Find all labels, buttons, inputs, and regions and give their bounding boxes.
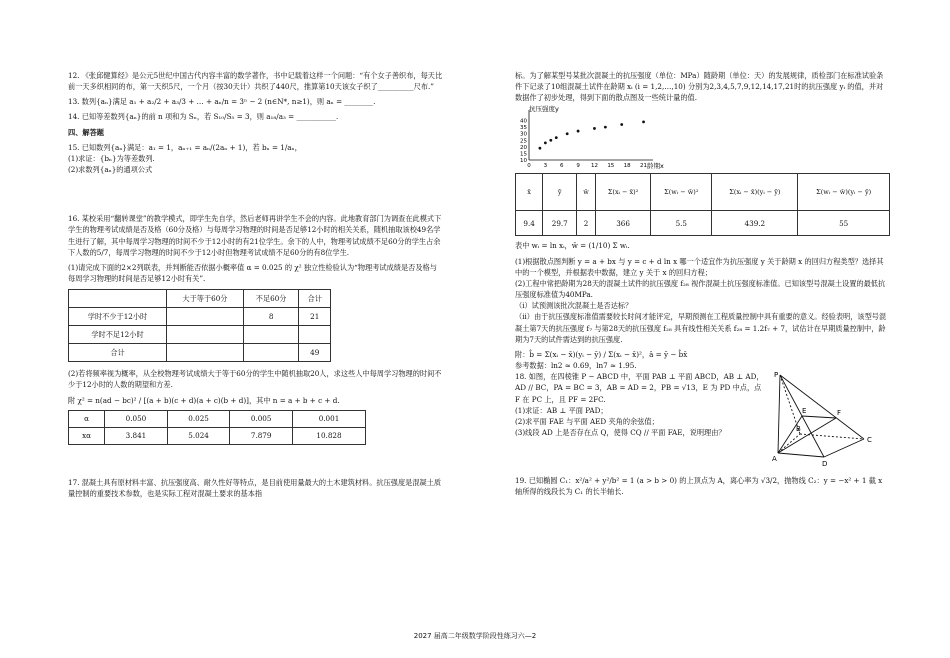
- chart-tick-labels: [520, 119, 647, 169]
- table-header: ȳ: [543, 174, 577, 211]
- table-cell: [167, 326, 244, 344]
- reference-data: 参考数据：ln2 ≈ 0.69，ln7 ≈ 1.95.: [515, 361, 637, 371]
- label-e: E: [802, 407, 807, 416]
- table-row: [69, 427, 366, 444]
- question-13: 13. 数列{aₙ}满足 a₁ + a₂/2 + a₃/3 + … + aₙ/n = 3ⁿ − 2 (n∈N*, n≥1)，则 aₙ = ________.: [68, 97, 376, 107]
- statistics-table: [515, 173, 890, 236]
- question-17-part-2-ii: （ii）由于抗压强度标准值需要较长时间才能评定，早期预测在工程质量控制中具有重要的意义。经验表明，该型号混凝土第7天的抗压强度 f₇ 与第28天的抗压强度 f₂₈ 具有线性相关关系 f₂₈ = 1.2f₇ + 7，试估计在早期质量控制中，龄期为7天的试件需达到的抗压强度.: [515, 312, 887, 344]
- table-header: [69, 290, 167, 308]
- table-cell: 7.879: [230, 427, 293, 444]
- table-header: 合计: [299, 290, 331, 308]
- right-column: [515, 70, 890, 498]
- question-18-part-2: (2)求平面 FAE 与平面 AED 夹角的余弦值；: [515, 416, 659, 426]
- data-point: [593, 128, 596, 131]
- chart-axes: [529, 110, 653, 160]
- question-17-continued: 标。为了解某型号某批次混凝土的抗压强度（单位：MPa）随龄期（单位：天）的发展规律，质检部门在标准试验条件下记录了10组混凝土试件在龄期 xᵢ (i = 1,2,…,10) 分别为2,3,4,5,7,9,12,14,17,21时的抗压强度 yᵢ 的值，并对数据作了初步处理，得到下面的散点图及一些统计量的值.: [515, 71, 884, 103]
- table-header: w̄: [577, 174, 596, 211]
- table-cell: 366: [595, 211, 650, 236]
- table-cell: 2: [577, 211, 596, 236]
- data-point: [566, 133, 569, 136]
- y-tick-label: 20: [520, 145, 527, 152]
- data-point: [555, 137, 558, 140]
- table-header: 不足60分: [243, 290, 299, 308]
- table-row: [69, 326, 331, 344]
- data-point: [549, 139, 552, 142]
- table-cell: 8: [243, 308, 299, 326]
- table-cell: [167, 308, 244, 326]
- x-tick-label: 0: [527, 163, 531, 170]
- edge-dc: [824, 439, 864, 457]
- data-point: [604, 126, 607, 129]
- table-cell: [243, 344, 299, 362]
- edge-ad: [778, 453, 824, 457]
- table-cell: 0.001: [292, 410, 365, 427]
- section-heading: 四、解答题: [68, 127, 104, 137]
- question-15-part-1: (1)求证：{bₙ}为等差数列.: [68, 153, 155, 163]
- x-tick-label: 12: [590, 163, 598, 170]
- chart-points: [539, 121, 645, 150]
- question-17-part-2-i: （i）试预测该批次混凝土是否达标？: [515, 301, 633, 311]
- table-cell: 5.024: [167, 427, 230, 444]
- table-cell: 3.841: [105, 427, 168, 444]
- question-17-start: 17. 混凝土具有原材料丰富、抗压强度高、耐久性好等特点，是目前使用量最大的土木建筑材料。抗压强度是混凝土质量控制的重要技术参数，也是实际工程对混凝土要求的基本指: [68, 477, 442, 498]
- table-cell: 9.4: [516, 211, 543, 236]
- question-17-note: 表中 wᵢ = ln xᵢ，w̄ = (1/10) Σ wᵢ.: [515, 241, 630, 251]
- chart-x-axis-label: 龄期x: [647, 162, 664, 171]
- label-c: C: [867, 436, 872, 445]
- data-point: [544, 142, 547, 145]
- critical-value-table: [68, 410, 366, 445]
- question-18-part-1: (1)求证：AB ⊥ 平面 PAD；: [515, 405, 608, 415]
- table-header: x̄: [516, 174, 543, 211]
- label-p: P: [774, 371, 779, 380]
- data-point: [577, 130, 580, 133]
- table-header: 大于等于60分: [167, 290, 244, 308]
- scatter-plot: [515, 104, 725, 170]
- question-17-part-2: (2)工程中常把龄期为28天的混凝土试件的抗压强度 f₂₈ 视作混凝土抗压强度标准值。已知该型号混凝土设置的最低抗压强度标准值为40MPa.: [515, 278, 886, 300]
- edge-bc: [800, 434, 864, 439]
- question-18-stem: 18. 如图，在四棱锥 P − ABCD 中，平面 PAB ⊥ 平面 ABCD，AB ⊥ AD，AD // BC，PA = BC = 3，AB = AD = 2，PB = √13，E 为 PD 中点，点 F 在 PC 上，且 PF = 2FC.: [515, 372, 764, 404]
- x-tick-label: 15: [607, 163, 615, 170]
- contingency-table: [68, 289, 331, 362]
- data-point: [620, 124, 623, 127]
- pyramid-figure: [772, 371, 890, 467]
- table-cell: 学时不少于12小时: [69, 308, 167, 326]
- table-cell: 5.5: [651, 211, 712, 236]
- table-cell: [243, 326, 299, 344]
- question-16-stem: 16. 某校采用“翻转课堂”的教学模式，即学生先自学，然后老师再讲学生不会的内容。此地教育部门为调查在此模式下学生的物理考试成绩是否及格（60分及格）与每周学习物理的时间是否足够12小时的相关关系，随机抽取该校49名学生进行了解，其中每周学习物理的时间不少于12小时的有21位学生。余下的人中，物理考试成绩不足60分的学生占余下人数的5/7，每周学习物理的时间不少于12小时但物理考试成绩不足60分的有8位学生.: [68, 214, 442, 257]
- table-header: Σ(xᵢ − x̄)(yᵢ − ȳ): [712, 174, 798, 211]
- y-tick-label: 25: [520, 138, 527, 145]
- table-header: Σ(wᵢ − w̄)(yᵢ − ȳ): [798, 174, 890, 211]
- y-tick-label: 15: [520, 151, 527, 158]
- table-cell: [299, 326, 331, 344]
- question-16-part-1: (1)请完成下面的2×2列联表，并判断能否依据小概率值 α = 0.025 的 χ² 独立性检验认为“物理考试成绩是否及格与每周学习物理的时间是否足够12小时有关”.: [68, 262, 437, 284]
- question-18-part-3: (3)线段 AD 上是否存在点 Q，使得 CQ // 平面 FAE，说明理由？: [515, 427, 726, 437]
- table-cell: 合计: [69, 344, 167, 362]
- table-cell: 55: [798, 211, 890, 236]
- question-17-part-1: (1)根据散点图判断 y = a + bx 与 y = c + d ln x 哪一个适宜作为抗压强度 y 关于龄期 x 的回归方程类型？选择其中的一个模型，并根据表中数据，建立 y 关于 x 的回归方程；: [515, 256, 884, 277]
- x-tick-label: 18: [623, 163, 631, 170]
- y-tick-label: 35: [520, 125, 527, 132]
- page-footer: 2027 届高二年级数学阶段性练习六—2: [413, 632, 537, 640]
- table-cell: 29.7: [543, 211, 577, 236]
- question-16-part-2: (2)若将频率视为概率，从全校物理考试成绩大于等于60分的学生中随机抽取20人，求这些人中每周学习物理的时间不少于12小时的人数的期望和方差.: [68, 369, 442, 390]
- question-15-part-2: (2)求数列{aₙ}的通项公式: [68, 165, 153, 175]
- table-header: Σ(wᵢ − w̄)²: [651, 174, 712, 211]
- table-cell: 439.2: [712, 211, 798, 236]
- edge-pa: [778, 375, 780, 453]
- y-tick-label: 10: [520, 158, 527, 165]
- x-tick-label: 9: [576, 163, 580, 170]
- question-14: 14. 已知等差数列{aₙ}的前 n 项和为 Sₙ，若 S₁₀/S₅ = 3，则 a₁₈/a₃ = ___________.: [68, 112, 339, 122]
- label-d: D: [822, 460, 828, 468]
- data-point: [642, 121, 645, 124]
- table-cell: 21: [299, 308, 331, 326]
- segment-ae: [778, 416, 802, 453]
- chart-y-axis-label: 抗压强度y: [529, 105, 559, 114]
- y-tick-label: 40: [520, 119, 527, 126]
- table-row: [69, 410, 366, 427]
- label-b: B: [796, 425, 801, 434]
- question-15-stem: 15. 已知数列{aₙ}满足：a₁ = 1，aₙ₊₁ = aₙ/(2aₙ + 1)，若 bₙ = 1/aₙ，: [68, 142, 302, 152]
- table-cell: [167, 344, 244, 362]
- x-tick-label: 6: [559, 163, 564, 170]
- table-cell: 学时不足12小时: [69, 326, 167, 344]
- table-header: Σ(xᵢ − x̄)²: [595, 174, 650, 211]
- segment-ef: [802, 416, 836, 418]
- table-row: [516, 211, 890, 236]
- table-cell: 0.025: [167, 410, 230, 427]
- label-a: A: [772, 455, 777, 464]
- table-cell: 0.005: [230, 410, 293, 427]
- table-cell: 49: [299, 344, 331, 362]
- data-point: [539, 147, 542, 150]
- y-tick-label: 30: [520, 132, 527, 139]
- table-cell: α: [69, 410, 105, 427]
- regression-formula: 附：b̂ = Σ(xᵢ − x̄)(yᵢ − ȳ) / Σ(xᵢ − x̄)²，â = ȳ − b̂x̄: [515, 349, 688, 359]
- chi-square-formula: 附 χ² = n(ad − bc)² / [(a + b)(c + d)(a + c)(b + d)]，其中 n = a + b + c + d.: [68, 395, 340, 405]
- table-row: [69, 344, 331, 362]
- question-19: 19. 已知椭圆 C₁：x²/a² + y²/b² = 1 (a > b > 0) 的上顶点为 A，离心率为 √3/2，抛物线 C₂：y = −x² + 1 截 x 轴所得的线段长为 C₁ 的长半轴长.: [515, 476, 883, 497]
- label-f: F: [837, 409, 842, 418]
- segment-af: [778, 418, 836, 453]
- x-tick-label: 3: [543, 163, 548, 170]
- table-row: [69, 308, 331, 326]
- table-cell: 10.828: [292, 427, 365, 444]
- table-cell: 0.050: [105, 410, 168, 427]
- x-tick-label: 21: [640, 163, 648, 170]
- table-cell: xα: [69, 427, 105, 444]
- question-12: 12. 《张邱健算经》是公元5世纪中国古代内容丰富的数学著作，书中记载着这样一个问题：“有个女子善织布，每天比前一天多织相同的布，第一天织5尺，一个月（按30天计）共织了440尺，推算第10天该女子织了__________尺布.”: [68, 71, 443, 92]
- left-column: [68, 70, 443, 499]
- edge-pc: [780, 375, 864, 439]
